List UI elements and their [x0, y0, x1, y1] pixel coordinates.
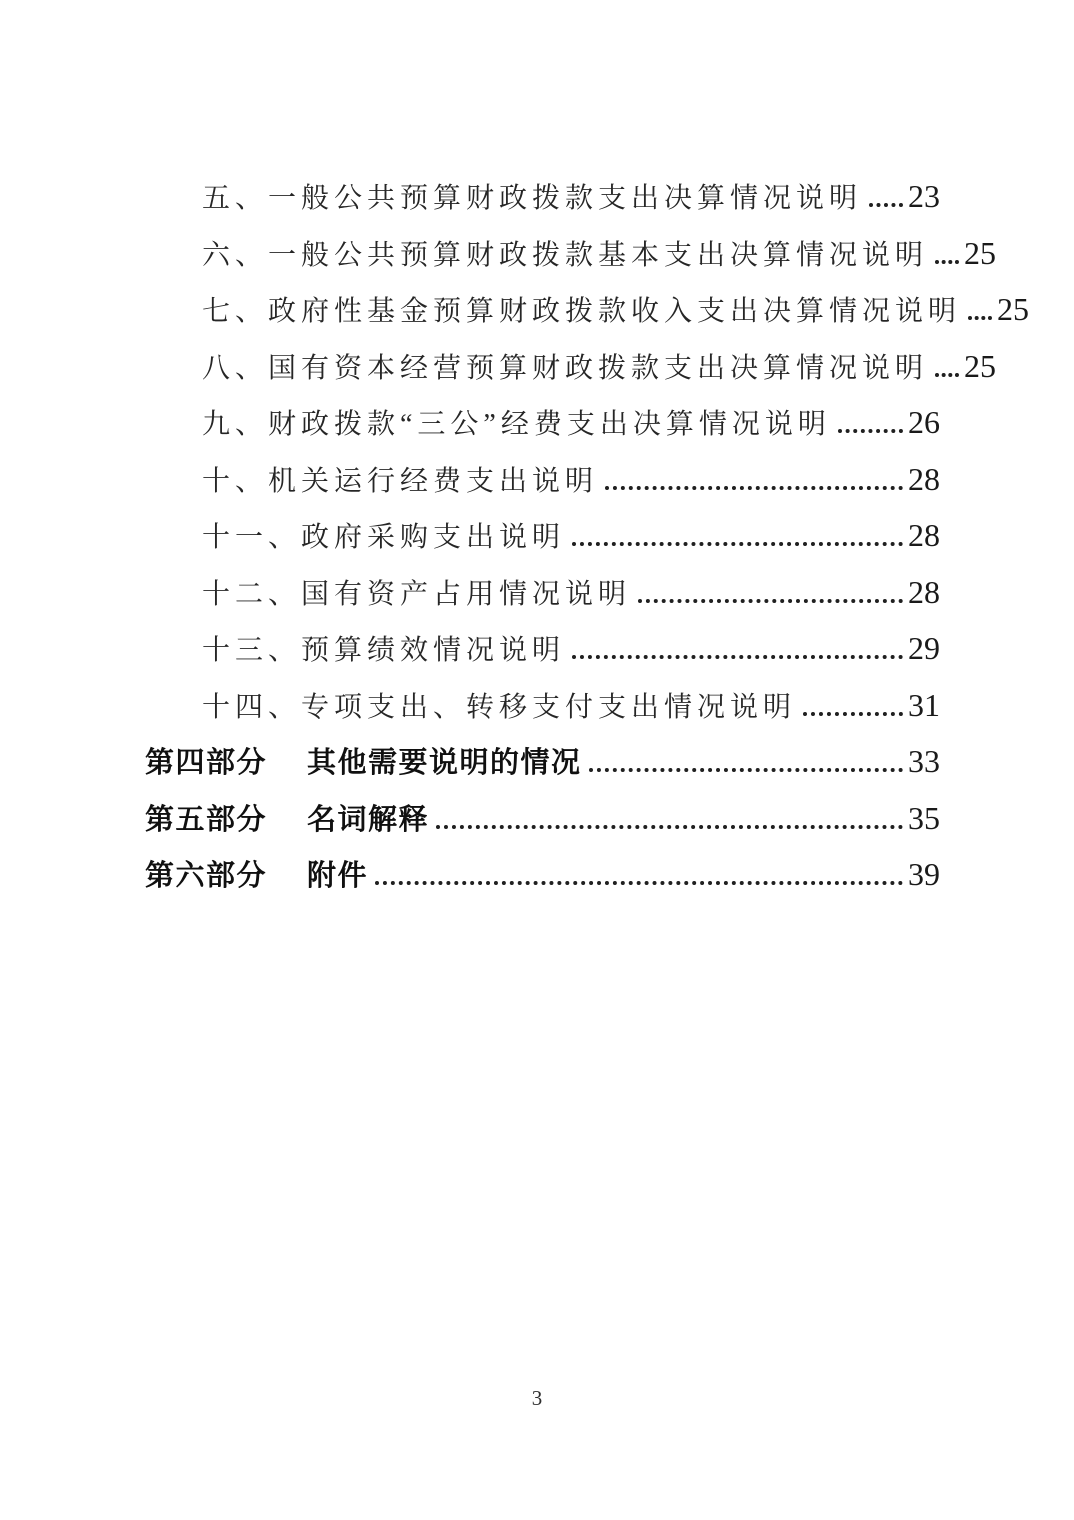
- toc-entry-page: 28: [908, 517, 940, 553]
- toc-entry-page: 29: [908, 630, 940, 666]
- toc-part-entry: [145, 790, 940, 847]
- toc-entry: [145, 620, 940, 677]
- toc-part-number: 第六部分: [145, 860, 268, 892]
- toc-entry-page: 31: [908, 686, 940, 723]
- toc-entry: [145, 507, 940, 564]
- toc-entry: [145, 451, 940, 508]
- toc-entry-label: 十、机关运行经费支出说明: [202, 465, 599, 497]
- toc-entry-label: 十二、国有资产占用情况说明: [202, 578, 632, 610]
- toc-part-number: 第四部分: [145, 747, 268, 779]
- toc-entry-page: 25: [964, 347, 997, 384]
- dot-leader: [935, 255, 959, 264]
- dot-leader: [572, 537, 903, 546]
- toc-entry-page: 39: [908, 856, 940, 892]
- dot-leader: [589, 763, 903, 772]
- toc-part-entry: [145, 846, 940, 903]
- toc-entry-label: 六、一般公共预算财政拨款基本支出决算情况说明: [202, 239, 929, 271]
- dot-leader: [869, 198, 903, 207]
- toc-part-number: 第五部分: [145, 803, 268, 836]
- dot-leader: [935, 368, 959, 377]
- toc-entry-page: 33: [908, 743, 940, 779]
- toc-entry-page: 35: [908, 799, 940, 836]
- dot-leader: [375, 876, 903, 885]
- toc-entry-label: 七、政府性基金预算财政拨款收入支出决算情况说明: [202, 296, 962, 327]
- table-of-contents: [145, 168, 1030, 903]
- toc-entry: [145, 225, 997, 282]
- toc-entry-page: 26: [908, 404, 940, 440]
- toc-entry-label: 十一、政府采购支出说明: [202, 522, 566, 553]
- toc-entry-label: 八、国有资本经营预算财政拨款支出决算情况说明: [202, 352, 929, 384]
- toc-entry: [145, 168, 940, 225]
- toc-entry-label: 十四、专项支出、转移支付支出情况说明: [202, 691, 797, 723]
- toc-part-title: 其他需要说明的情况: [307, 747, 582, 779]
- toc-entry-page: 28: [908, 573, 940, 610]
- dot-leader: [638, 594, 903, 603]
- toc-entry-page: 25: [997, 291, 1030, 327]
- page-number: 3: [531, 1386, 543, 1410]
- toc-entry: [145, 394, 940, 451]
- toc-entry-page: 23: [908, 178, 940, 214]
- toc-entry-label: 五、一般公共预算财政拨款支出决算情况说明: [202, 183, 863, 214]
- dot-leader: [838, 424, 903, 433]
- toc-part-title: 名词解释: [307, 803, 430, 836]
- dot-leader: [605, 481, 903, 490]
- toc-part-title: 附件: [307, 860, 369, 892]
- toc-entry: [145, 564, 940, 621]
- toc-entry: [145, 677, 940, 734]
- toc-entry: [145, 281, 1030, 338]
- toc-entry-page: 25: [964, 234, 997, 271]
- toc-entry-label: 十三、预算绩效情况说明: [202, 635, 566, 666]
- toc-entry: [145, 338, 997, 395]
- dot-leader: [436, 820, 903, 829]
- dot-leader: [968, 311, 992, 320]
- dot-leader: [572, 650, 903, 659]
- dot-leader: [803, 707, 903, 716]
- toc-entry-page: 28: [908, 460, 940, 497]
- toc-part-entry: [145, 733, 940, 790]
- toc-entry-label: 九、财政拨款“三公”经费支出决算情况说明: [202, 409, 831, 440]
